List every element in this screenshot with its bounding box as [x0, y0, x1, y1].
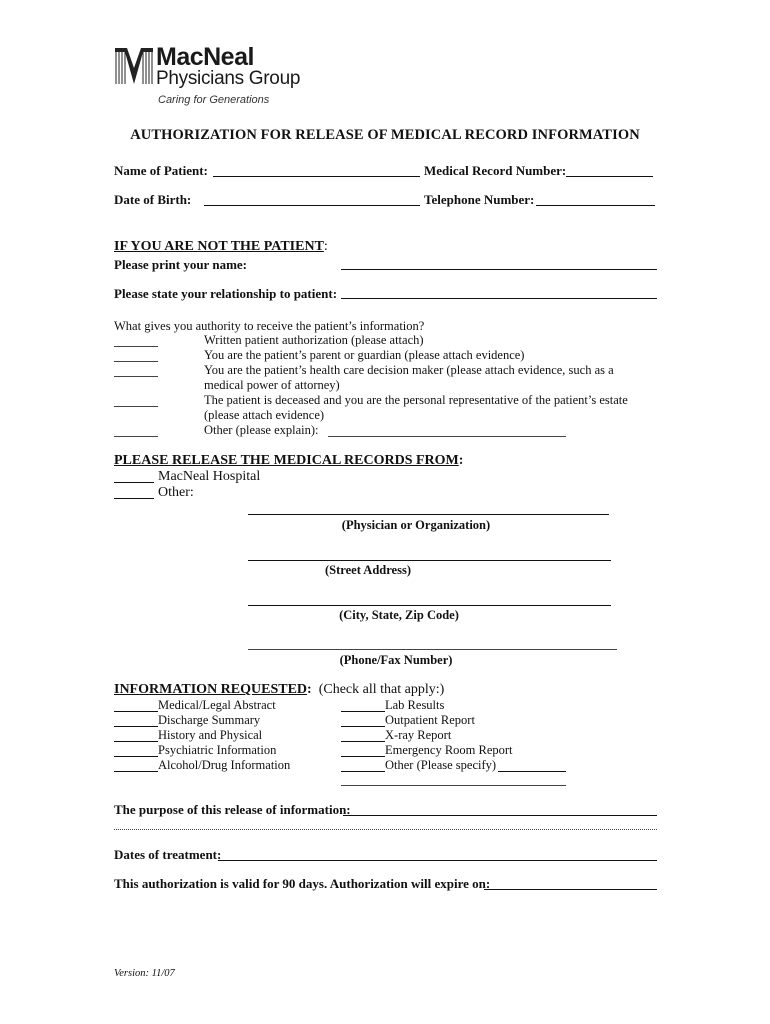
info-option-discharge: Discharge Summary: [158, 713, 261, 727]
info-check-history-physical[interactable]: [114, 741, 158, 742]
info-requested-heading-colon: :: [307, 682, 312, 697]
not-patient-heading-text: IF YOU ARE NOT THE PATIENT: [114, 239, 324, 254]
info-option-medical-legal: Medical/Legal Abstract: [158, 698, 276, 712]
logo-tagline: Caring for Generations: [158, 94, 270, 106]
logo-name: MacNeal: [156, 43, 254, 71]
date-of-birth-field[interactable]: [204, 205, 420, 206]
dates-of-treatment-label: Dates of treatment:: [114, 847, 222, 862]
authority-option-parent: You are the patient’s parent or guardian (please attach evidence): [204, 348, 525, 362]
authority-other-explain-field[interactable]: [328, 436, 566, 437]
authority-check-parent[interactable]: [114, 361, 158, 362]
release-from-heading-text: PLEASE RELEASE THE MEDICAL RECORDS FROM: [114, 453, 459, 468]
info-option-history-physical: History and Physical: [158, 728, 263, 742]
telephone-number-field[interactable]: [536, 205, 655, 206]
not-patient-heading: [114, 239, 328, 255]
info-option-other: Other (Please specify): [385, 758, 497, 772]
not-patient-heading-colon: :: [323, 239, 328, 254]
info-check-discharge[interactable]: [114, 726, 158, 727]
authority-option-other: Other (please explain):: [204, 423, 319, 437]
info-option-alcohol-drug: Alcohol/Drug Information: [158, 758, 291, 772]
authority-option-decision-maker-cont: medical power of attorney): [204, 378, 340, 392]
phone-fax-field[interactable]: [248, 649, 617, 650]
authorization-expiry-field[interactable]: [484, 889, 657, 890]
form-title: AUTHORIZATION FOR RELEASE OF MEDICAL RECORD INFORMATION: [130, 127, 640, 143]
physician-organization-field[interactable]: [248, 514, 609, 515]
medical-record-number-field[interactable]: [566, 176, 653, 177]
info-check-xray[interactable]: [341, 741, 385, 742]
macneal-logo-icon: [114, 46, 154, 86]
physician-organization-label: (Physician or Organization): [341, 518, 491, 532]
city-state-zip-label: (City, State, Zip Code): [339, 608, 459, 622]
info-check-other[interactable]: [341, 771, 385, 772]
release-from-heading-colon: :: [458, 453, 464, 468]
logo-subtitle: Physicians Group: [156, 68, 301, 89]
info-check-outpatient[interactable]: [341, 726, 385, 727]
street-address-label: (Street Address): [325, 563, 411, 577]
purpose-field[interactable]: [343, 815, 657, 816]
purpose-field-2[interactable]: [114, 829, 657, 830]
info-option-outpatient: Outpatient Report: [385, 713, 475, 727]
medical-record-number-label: Medical Record Number:: [424, 163, 567, 178]
authorization-expiry-label: This authorization is valid for 90 days. Authorization will expire on:: [114, 876, 491, 891]
authority-check-decision-maker[interactable]: [114, 376, 158, 377]
info-option-xray: X-ray Report: [385, 728, 452, 742]
street-address-field[interactable]: [248, 560, 611, 561]
relationship-label: Please state your relationship to patient:: [114, 286, 338, 301]
authority-question: What gives you authority to receive the patient’s information?: [114, 319, 425, 333]
release-from-heading: [114, 453, 463, 469]
authority-option-written: Written patient authorization (please attach): [204, 333, 424, 347]
info-option-emergency-room: Emergency Room Report: [385, 743, 513, 757]
info-requested-instruction: (Check all that apply:): [318, 682, 445, 697]
authority-check-other[interactable]: [114, 436, 158, 437]
info-other-specify-field-2[interactable]: [341, 785, 566, 786]
info-check-psychiatric[interactable]: [114, 756, 158, 757]
print-name-field[interactable]: [341, 269, 657, 270]
info-check-alcohol-drug[interactable]: [114, 771, 158, 772]
info-other-specify-field[interactable]: [498, 771, 566, 772]
info-check-lab-results[interactable]: [341, 711, 385, 712]
authority-option-decision-maker: You are the patient’s health care decision maker (please attach evidence, such as a: [204, 363, 614, 377]
info-check-medical-legal[interactable]: [114, 711, 158, 712]
date-of-birth-label: Date of Birth:: [114, 192, 192, 207]
city-state-zip-field[interactable]: [248, 605, 611, 606]
patient-name-field[interactable]: [213, 176, 420, 177]
authority-check-deceased[interactable]: [114, 406, 158, 407]
info-check-emergency-room[interactable]: [341, 756, 385, 757]
release-check-other[interactable]: [114, 498, 154, 499]
info-requested-heading-text: INFORMATION REQUESTED: [114, 682, 308, 697]
release-check-hospital[interactable]: [114, 482, 154, 483]
authority-option-deceased: The patient is deceased and you are the personal representative of the patient’s estate: [204, 393, 628, 407]
release-option-hospital: MacNeal Hospital: [158, 469, 261, 484]
release-option-other: Other:: [158, 485, 194, 500]
form-version: Version: 11/07: [114, 968, 175, 979]
patient-name-label: Name of Patient:: [114, 163, 208, 178]
purpose-label: The purpose of this release of information:: [114, 802, 351, 817]
relationship-field[interactable]: [341, 298, 657, 299]
info-option-lab-results: Lab Results: [385, 698, 445, 712]
authority-check-written[interactable]: [114, 346, 158, 347]
phone-fax-label: (Phone/Fax Number): [339, 653, 453, 667]
info-requested-heading: [114, 682, 444, 698]
info-option-psychiatric: Psychiatric Information: [158, 743, 277, 757]
authority-option-deceased-cont: (please attach evidence): [204, 408, 325, 422]
print-name-label: Please print your name:: [114, 257, 247, 272]
dates-of-treatment-field[interactable]: [218, 860, 657, 861]
telephone-number-label: Telephone Number:: [424, 192, 535, 207]
